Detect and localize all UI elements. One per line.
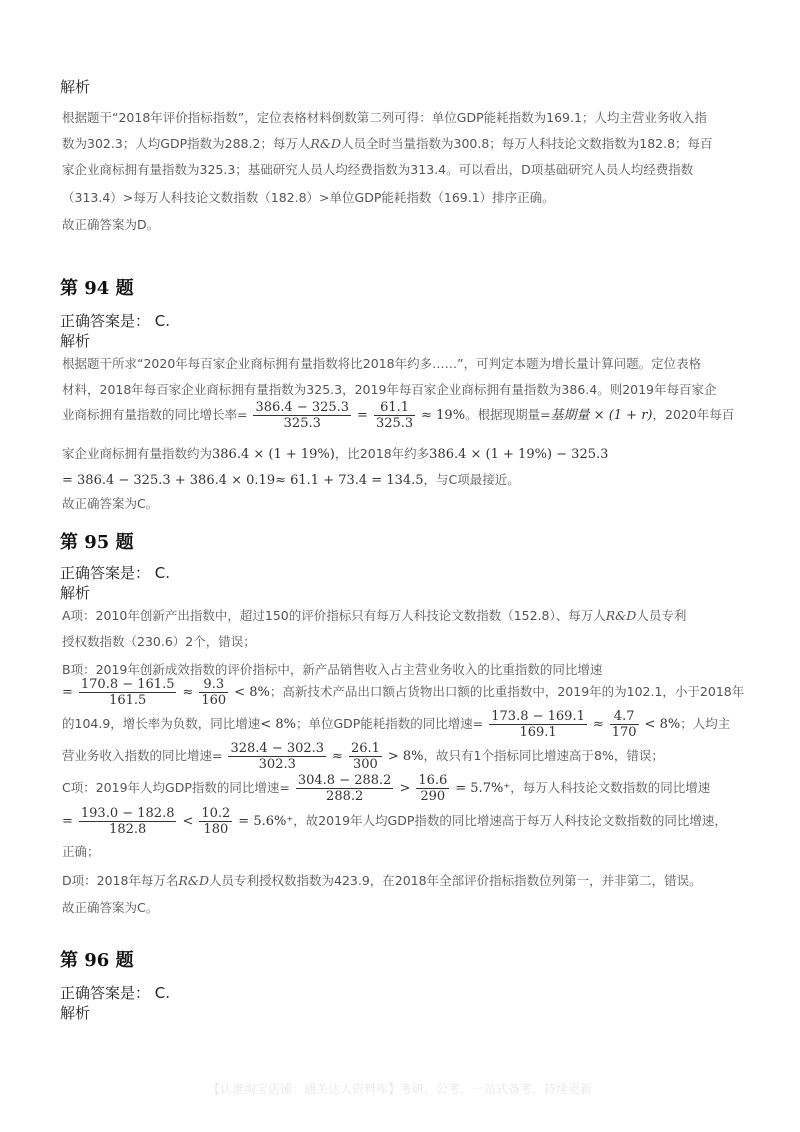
q95-b-line-2: = $\frac{170.8 - 161.5}{161.5}$ ≈ $\frac{9.3}{160}$ < 8%；高新技术产品出口额占货物出口额的比重指数中，2019年的为102.1，小于2018年 (62, 677, 745, 708)
question-95-analysis-label: 解析 (60, 584, 91, 602)
fraction: $\frac{304.8 - 288.2}{288.2}$ (297, 773, 392, 804)
fraction: $\frac{61.1}{325.3}$ (375, 400, 414, 431)
question-94-answer: 正确答案是： C. (60, 312, 171, 330)
prev-line-3: 家企业商标拥有量指数为325.3；基础研究人员人均经费指数为313.4。可以看出，D项基础研究人员人均经费指数 (62, 162, 694, 177)
fraction: $\frac{26.1}{300}$ (350, 741, 380, 772)
q94-line-4: 家企业商标拥有量指数约为386.4 × (1 + 19%)，比2018年约多386.4 × (1 + 19%) − 325.3 (62, 446, 609, 462)
q94-line-1: 根据题干所求“2020年每百家企业商标拥有量指数将比2018年约多……”，可判定本题为增长量计算问题。定位表格 (62, 356, 702, 371)
q95-b-line-1: B项：2019年创新成效指数的评价指标中，新产品销售收入占主营业务收入的比重指数的同比增速 (62, 662, 603, 677)
q95-conclusion: 故正确答案为C。 (62, 900, 159, 915)
question-96-title: 第 96 题 (60, 950, 134, 971)
q95-c-line-2: = $\frac{193.0 - 182.8}{182.8}$ < $\frac{10.2}{180}$ = 5.6%⁺，故2019年人均GDP指数的同比增速高于每万人科技论文数指数的同比增速， (62, 806, 727, 837)
prev-line-1: 根据题干“2018年评价指标指数”，定位表格材料倒数第二列可得：单位GDP能耗指数为169.1；人均主营业务收入指 (62, 110, 707, 125)
q94-line-2: 材料，2018年每百家企业商标拥有量指数为325.3，2019年每百家企业商标拥有量指数为386.4。则2019年每百家企 (62, 382, 717, 397)
question-95-title: 第 95 题 (60, 532, 134, 553)
fraction: $\frac{4.7}{170}$ (611, 709, 637, 740)
fraction: $\frac{328.4 - 302.3}{302.3}$ (230, 741, 325, 772)
q94-line-5: = 386.4 − 325.3 + 386.4 × 0.19≈ 61.1 + 73.4 = 134.5，与C项最接近。 (62, 472, 520, 488)
watermark: 【认准淘宝店铺：通关达人资料库】考研，公考，一站式备考，持续更新 (207, 1082, 592, 1096)
question-96-analysis-label: 解析 (60, 1004, 91, 1022)
q95-d-line: D项：2018年每万名R&D人员专利授权数指数为423.9，在2018年全部评价指标指数位列第一，并非第二，错误。 (62, 873, 702, 888)
prev-line-2: 数为302.3；人均GDP指数为288.2；每万人R&D人员全时当量指数为300.8；每万人科技论文数指数为182.8；每百 (62, 136, 713, 151)
q95-a-line-2: 授权数指数（230.6）2个，错误； (62, 634, 256, 649)
q95-c-line-3: 正确； (62, 844, 100, 859)
fraction: $\frac{386.4 - 325.3}{325.3}$ (255, 400, 350, 431)
prev-conclusion: 故正确答案为D。 (62, 217, 160, 232)
q95-b-line-3: 的104.9，增长率为负数，同比增速< 8%；单位GDP能耗指数的同比增速= $\frac{173.8 - 169.1}{169.1}$ ≈ $\frac{4.7}{170}$ < 8%；人均主 (62, 709, 731, 740)
fraction: $\frac{170.8 - 161.5}{161.5}$ (80, 677, 175, 708)
fraction: $\frac{10.2}{180}$ (201, 806, 231, 837)
question-94-analysis-label: 解析 (60, 332, 91, 350)
fraction: $\frac{173.8 - 169.1}{169.1}$ (491, 709, 585, 740)
fraction: $\frac{9.3}{160}$ (201, 677, 227, 708)
fraction: $\frac{16.6}{290}$ (418, 773, 448, 804)
q95-b-line-4: 营业务收入指数的同比增速= $\frac{328.4 - 302.3}{302.3}$ ≈ $\frac{26.1}{300}$ > 8%，故只有1个指标同比增速高于8%，错误； (62, 741, 664, 772)
prev-line-4: （313.4）>每万人科技论文数指数（182.8）>单位GDP能耗指数（169.1）排序正确。 (62, 190, 555, 205)
question-96-answer: 正确答案是： C. (60, 984, 171, 1002)
question-95-answer: 正确答案是： C. (60, 564, 171, 582)
fraction: $\frac{193.0 - 182.8}{182.8}$ (80, 806, 175, 837)
q94-conclusion: 故正确答案为C。 (62, 496, 159, 511)
q94-line-3: 业商标拥有量指数的同比增长率= $\frac{386.4 - 325.3}{325.3}$ = $\frac{61.1}{325.3}$ ≈ 19%。根据现期量=基期量 × (1 + r)，2020年每百 (62, 400, 735, 431)
analysis-label: 解析 (60, 78, 91, 96)
q95-c-line-1: C项：2019年人均GDP指数的同比增速= $\frac{304.8 - 288.2}{288.2}$ > $\frac{16.6}{290}$ = 5.7%⁺，每万人科技论文数指数的同比增速 (62, 773, 711, 804)
question-94-title: 第 94 题 (60, 278, 134, 299)
q95-a-line-1: A项：2010年创新产出指数中，超过150的评价指标只有每万人科技论文数指数（152.8）、每万人R&D人员专利 (62, 608, 687, 623)
